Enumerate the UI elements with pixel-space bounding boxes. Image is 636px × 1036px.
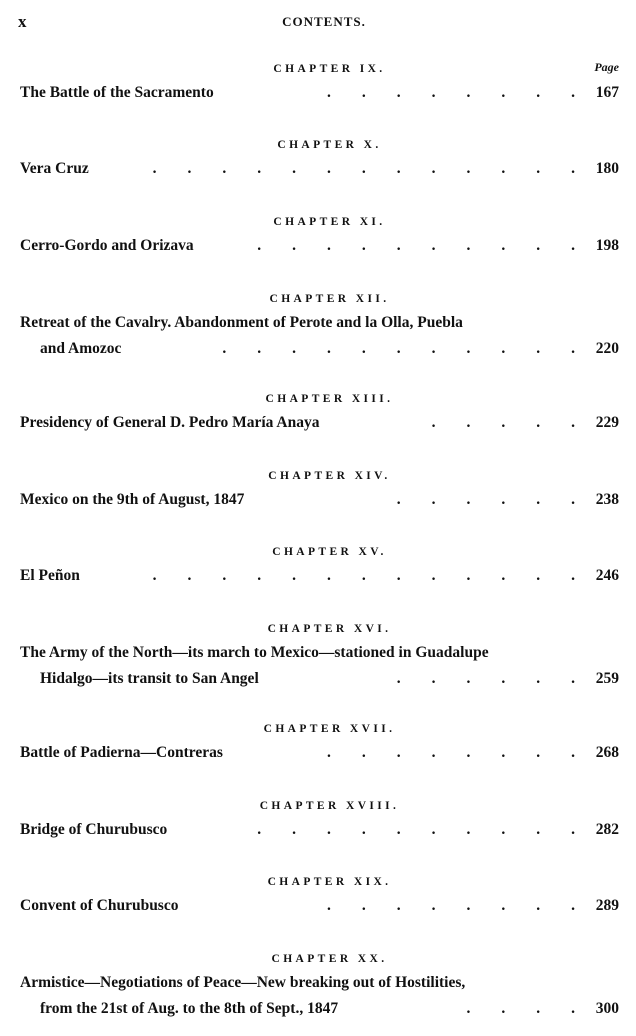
entry-title-line bbox=[20, 80, 619, 106]
chapter-heading: CHAPTER IX. bbox=[273, 63, 386, 75]
entry-title-text: Armistice—Negotiations of Peace—New breaking out of Hostilities, bbox=[20, 974, 466, 991]
contents-entry bbox=[20, 718, 619, 766]
entry-title-line bbox=[20, 893, 619, 919]
entry-title-text: Vera Cruz bbox=[20, 160, 89, 177]
entry-title-text: and Amozoc bbox=[40, 340, 122, 357]
entry-page-number: 300 bbox=[595, 1000, 619, 1017]
page-folio: x bbox=[18, 12, 28, 31]
chapter-heading: CHAPTER XVI. bbox=[267, 623, 392, 635]
entry-title-text: The Battle of the Sacramento bbox=[20, 84, 214, 101]
chapter-heading: CHAPTER XVII. bbox=[263, 723, 396, 735]
contents-entry bbox=[20, 134, 619, 182]
contents-entry bbox=[20, 58, 619, 106]
entry-title-text: El Peñon bbox=[20, 567, 80, 584]
entry-page-number: 259 bbox=[595, 670, 619, 687]
entry-page-number: 180 bbox=[595, 160, 619, 177]
entry-title-text: Cerro-Gordo and Orizava bbox=[20, 237, 194, 254]
dot-leader: . . . . bbox=[466, 1000, 575, 1017]
dot-leader: . . . . . . . . . . . . . bbox=[152, 160, 575, 177]
entry-title-line bbox=[20, 233, 619, 259]
entry-title-line bbox=[20, 666, 619, 692]
entry-title-line bbox=[20, 970, 619, 996]
contents-entry bbox=[20, 388, 619, 436]
entry-title-line bbox=[20, 336, 619, 362]
entry-title-text: Convent of Churubusco bbox=[20, 897, 179, 914]
dot-leader: . . . . . . . . bbox=[327, 84, 575, 101]
chapter-heading: CHAPTER XX. bbox=[271, 953, 388, 965]
chapter-heading: CHAPTER XIX. bbox=[267, 876, 392, 888]
chapter-heading: CHAPTER XIV. bbox=[268, 470, 391, 482]
entry-page-number: 289 bbox=[595, 897, 619, 914]
entry-title-text: from the 21st of Aug. to the 8th of Sept., 1847 bbox=[40, 1000, 339, 1017]
chapter-heading: CHAPTER XI. bbox=[273, 216, 386, 228]
entry-title-text: Battle of Padierna—Contreras bbox=[20, 744, 223, 761]
entry-title-text: Presidency of General D. Pedro María Anaya bbox=[20, 414, 320, 431]
entry-page-number: 167 bbox=[595, 84, 619, 101]
chapter-heading: CHAPTER XVIII. bbox=[259, 800, 400, 812]
contents-entry bbox=[20, 618, 619, 692]
entry-page-number: 268 bbox=[595, 744, 619, 761]
entry-title-line bbox=[20, 310, 619, 336]
dot-leader: . . . . . . bbox=[396, 491, 575, 508]
entry-title-text: The Army of the North—its march to Mexico—stationed in Guadalupe bbox=[20, 644, 489, 661]
entry-title-text: Retreat of the Cavalry. Abandonment of Perote and la Olla, Puebla bbox=[20, 314, 463, 331]
entry-page-number: 238 bbox=[595, 491, 619, 508]
contents-entry bbox=[20, 541, 619, 589]
running-title: CONTENTS. bbox=[282, 14, 366, 29]
page-column-label: Page bbox=[594, 60, 619, 74]
chapter-heading: CHAPTER X. bbox=[277, 139, 382, 151]
contents-entry bbox=[20, 288, 619, 362]
entry-page-number: 282 bbox=[595, 821, 619, 838]
entry-title-line bbox=[20, 640, 619, 666]
chapter-heading: CHAPTER XII. bbox=[269, 293, 390, 305]
dot-leader: . . . . . . . . . . . bbox=[222, 340, 575, 357]
entry-title-line bbox=[20, 563, 619, 589]
entry-title-line bbox=[20, 487, 619, 513]
chapter-heading: CHAPTER XV. bbox=[272, 546, 387, 558]
dot-leader: . . . . . . . . . . . . . bbox=[152, 567, 575, 584]
dot-leader: . . . . . . . . bbox=[327, 744, 575, 761]
entry-page-number: 220 bbox=[595, 340, 619, 357]
entry-page-number: 229 bbox=[595, 414, 619, 431]
dot-leader: . . . . . . . . . . bbox=[257, 237, 575, 254]
entry-title-line bbox=[20, 996, 619, 1022]
dot-leader: . . . . . bbox=[431, 414, 575, 431]
running-head bbox=[18, 12, 618, 36]
dot-leader: . . . . . . bbox=[396, 670, 575, 687]
contents-entry bbox=[20, 871, 619, 919]
entry-title-line bbox=[20, 410, 619, 436]
chapter-heading: CHAPTER XIII. bbox=[265, 393, 394, 405]
contents-entry bbox=[20, 211, 619, 259]
entry-title-line bbox=[20, 156, 619, 182]
entry-title-text: Bridge of Churubusco bbox=[20, 821, 168, 838]
dot-leader: . . . . . . . . . . bbox=[257, 821, 575, 838]
entry-title-line bbox=[20, 740, 619, 766]
entry-page-number: 246 bbox=[595, 567, 619, 584]
dot-leader: . . . . . . . . bbox=[327, 897, 575, 914]
entry-page-number: 198 bbox=[595, 237, 619, 254]
contents-entry bbox=[20, 948, 619, 1022]
contents-entry bbox=[20, 795, 619, 843]
entry-title-text: Hidalgo—its transit to San Angel bbox=[40, 670, 259, 687]
entry-title-text: Mexico on the 9th of August, 1847 bbox=[20, 491, 245, 508]
contents-entry bbox=[20, 465, 619, 513]
entry-title-line bbox=[20, 817, 619, 843]
